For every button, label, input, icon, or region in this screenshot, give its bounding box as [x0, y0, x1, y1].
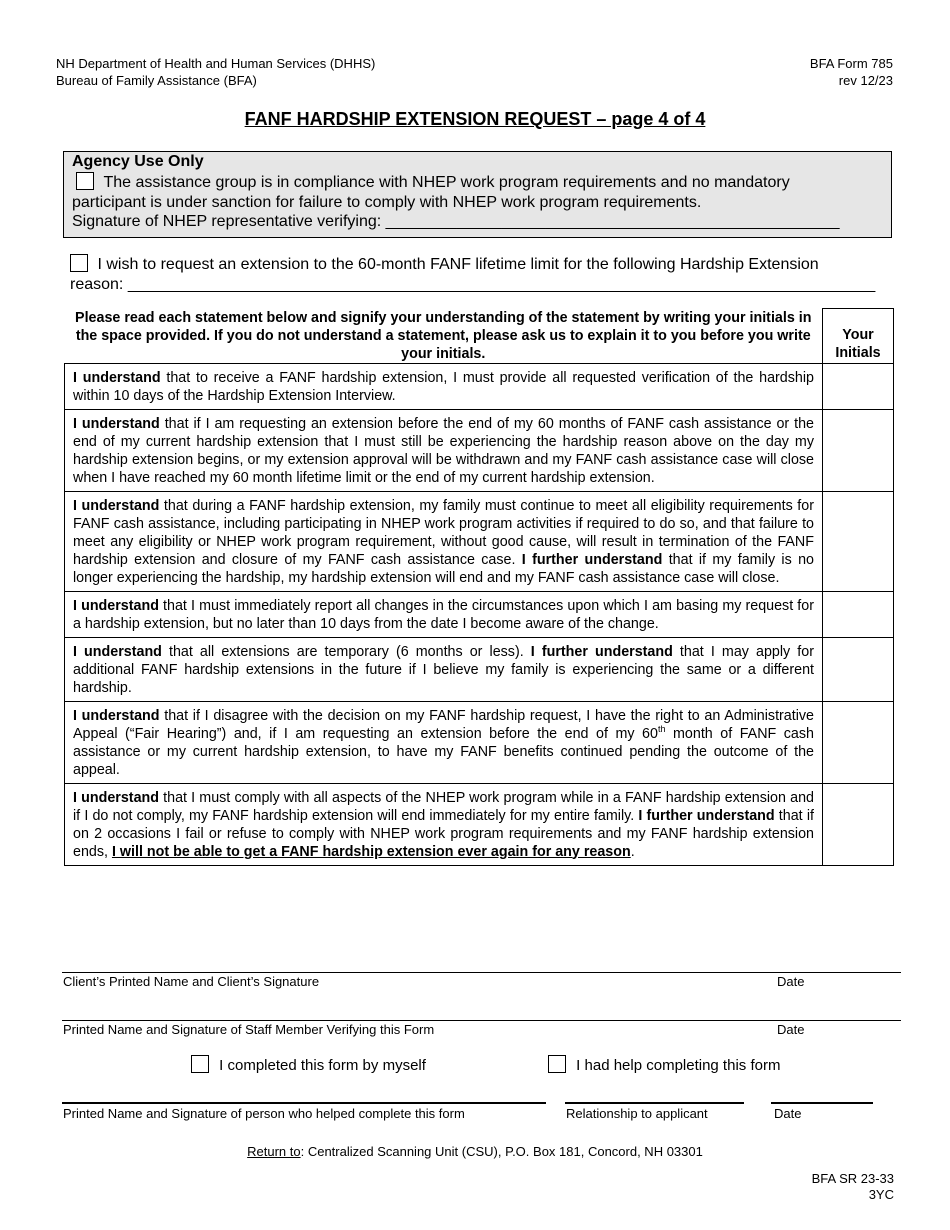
staff-signature-label: Printed Name and Signature of Staff Member Verifying this Form [63, 1022, 435, 1037]
extension-text: I wish to request an extension to the 60-month FANF lifetime limit for the following Hardship Extension [97, 256, 819, 273]
instructions-header: Please read each statement below and signify your understanding of the statement by writing your initials in the space provided. If you do not understand a statement, please ask us to explain it to you before you write your initials. [65, 309, 823, 364]
form-code: BFA SR 23-33 [811, 1171, 894, 1186]
form-code-block [812, 1171, 894, 1203]
table-header-row [65, 309, 894, 364]
helper-signature-label: Printed Name and Signature of person who helped complete this form [63, 1106, 465, 1121]
initials-cell[interactable] [823, 491, 894, 591]
statement-text-2: that if my family is no longer experiencing the hardship, my hardship extension will end and my FANF cash assistance case will close. [73, 551, 814, 586]
statement-text: that I must immediately report all changes in the circumstances upon which I am basing my request for a hardship extension, but no later than 10 days from the date I become aware of the change. [73, 597, 814, 632]
initials-cell[interactable] [823, 783, 894, 865]
initials-cell[interactable] [823, 409, 894, 491]
initials-cell[interactable] [823, 637, 894, 701]
client-signature-line[interactable] [62, 972, 901, 973]
initials-header-line2: Initials [835, 344, 881, 361]
statement-bold-2: I further understand [521, 551, 663, 568]
statement-bold-2: I further understand [638, 807, 775, 824]
initials-cell[interactable] [823, 701, 894, 783]
self-completed-label: I completed this form by myself [219, 1057, 426, 1074]
table-row [65, 783, 894, 865]
department-name: NH Department of Health and Human Services (DHHS) [56, 56, 376, 71]
relationship-line[interactable] [565, 1102, 744, 1104]
statement-bold: I understand [73, 643, 162, 660]
staff-signature-line[interactable] [62, 1020, 901, 1021]
compliance-statement [72, 172, 883, 193]
statement-1 [65, 363, 823, 409]
statement-bold: I understand [73, 597, 159, 614]
had-help-label: I had help completing this form [576, 1057, 781, 1074]
form-id-block [810, 56, 893, 89]
compliance-checkbox[interactable] [76, 172, 94, 190]
extension-request [70, 254, 892, 295]
nhep-signature-field[interactable]: Signature of NHEP representative verifying: ___________________________________________________ [72, 213, 840, 230]
return-address [0, 1144, 950, 1159]
table-row [65, 701, 894, 783]
statement-text: that to receive a FANF hardship extension, I must provide all requested verification of the hardship within 10 days of the Hardship Extension Interview. [73, 369, 814, 404]
staff-date-label: Date [777, 1022, 805, 1037]
statement-text-2: that if on 2 occasions I fail or refuse to comply with NHEP work program requirements and my FANF hardship extension ends, [73, 807, 814, 860]
statement-2 [65, 409, 823, 491]
statement-bold: I understand [73, 707, 160, 724]
table-row [65, 363, 894, 409]
understanding-table [64, 308, 894, 866]
extension-checkbox[interactable] [70, 254, 88, 272]
self-completed-option [191, 1055, 426, 1074]
statement-bold-2: I further understand [530, 643, 673, 660]
table-row [65, 637, 894, 701]
statement-text: that I must comply with all aspects of the NHEP work program while in a FANF hardship extension and if I do not comply, my FANF hardship extension will end immediately for my entire family. [73, 789, 814, 824]
agency-heading: Agency Use Only [72, 153, 204, 170]
statement-text: that if I disagree with the decision on my FANF hardship request, I have the right to an Administrative Appeal (“Fair Hearing”) and, if I am requesting an extension before the end of my 60 [73, 707, 814, 742]
statement-6 [65, 701, 823, 783]
form-revision: rev 12/23 [838, 72, 893, 88]
statement-text-3: . [630, 843, 635, 860]
helper-date-line[interactable] [771, 1102, 873, 1104]
bureau-name: Bureau of Family Assistance (BFA) [56, 72, 257, 88]
agency-use-box [63, 151, 892, 238]
statement-bold: I understand [73, 369, 161, 386]
statement-text-2: month of FANF cash assistance or my current hardship extension, to have my FANF benefits continued pending the outcome of the appeal. [73, 725, 814, 778]
helper-signature-line[interactable] [62, 1102, 546, 1104]
compliance-text-2: participant is under sanction for failure to comply with NHEP work program requirements. [72, 193, 702, 211]
statement-bold: I understand [73, 415, 160, 432]
return-to-label: Return to [247, 1144, 301, 1159]
statement-text-2: that I may apply for additional FANF hardship extensions in the future if I believe my family is experiencing the same or a different hardship. [73, 643, 814, 696]
statement-5 [65, 637, 823, 701]
department-block [56, 56, 375, 89]
form-number: BFA Form 785 [809, 56, 893, 71]
extension-reason-field[interactable]: reason: ____________________________________________________________________________________ [70, 276, 876, 293]
statement-text: that if I am requesting an extension before the end of my 60 months of FANF cash assistance or the end of my current hardship extension that I must still be experiencing the hardship reason above on the day my hardship extension begins, or my extension approval will be withdrawn and my FANF cash assistance case will close when I have reached my 60 month lifetime limit or the end of my current hardship extension. [73, 415, 815, 486]
return-to-address: : Centralized Scanning Unit (CSU), P.O. Box 181, Concord, NH 03301 [300, 1144, 703, 1159]
initials-cell[interactable] [823, 363, 894, 409]
initials-header [823, 309, 894, 364]
helper-date-label: Date [774, 1106, 802, 1121]
table-row [65, 409, 894, 491]
initials-header-line1: Your [842, 326, 874, 343]
table-row [65, 491, 894, 591]
statement-4 [65, 591, 823, 637]
client-signature-label: Client’s Printed Name and Client’s Signature [63, 974, 320, 989]
table-row [65, 591, 894, 637]
initials-cell[interactable] [823, 591, 894, 637]
statement-text: that during a FANF hardship extension, my family must continue to meet all eligibility requirements for FANF cash assistance, including participating in NHEP work program activities if required to do so, and that failure to meet any eligibility or NHEP work program requirement, without good cause, will result in termination of the FANF hardship extension and closure of my FANF cash assistance case. [73, 497, 814, 568]
statement-bold: I understand [73, 789, 159, 806]
had-help-checkbox[interactable] [548, 1055, 566, 1073]
relationship-label: Relationship to applicant [566, 1106, 708, 1121]
statement-bold-underlined: I will not be able to get a FANF hardship extension ever again for any reason [111, 843, 631, 860]
statement-text: that all extensions are temporary (6 months or less). [161, 643, 531, 660]
page-title: FANF HARDSHIP EXTENSION REQUEST – page 4 of 4 [244, 109, 706, 129]
statement-7 [65, 783, 823, 865]
client-date-label: Date [777, 974, 805, 989]
statement-bold: I understand [73, 497, 160, 514]
statement-superscript: th [657, 723, 666, 734]
compliance-text-1: The assistance group is in compliance with NHEP work program requirements and no mandatory [103, 174, 790, 191]
statement-3 [65, 491, 823, 591]
had-help-option [548, 1055, 780, 1074]
self-completed-checkbox[interactable] [191, 1055, 209, 1073]
form-code-suffix: 3YC [868, 1187, 894, 1202]
